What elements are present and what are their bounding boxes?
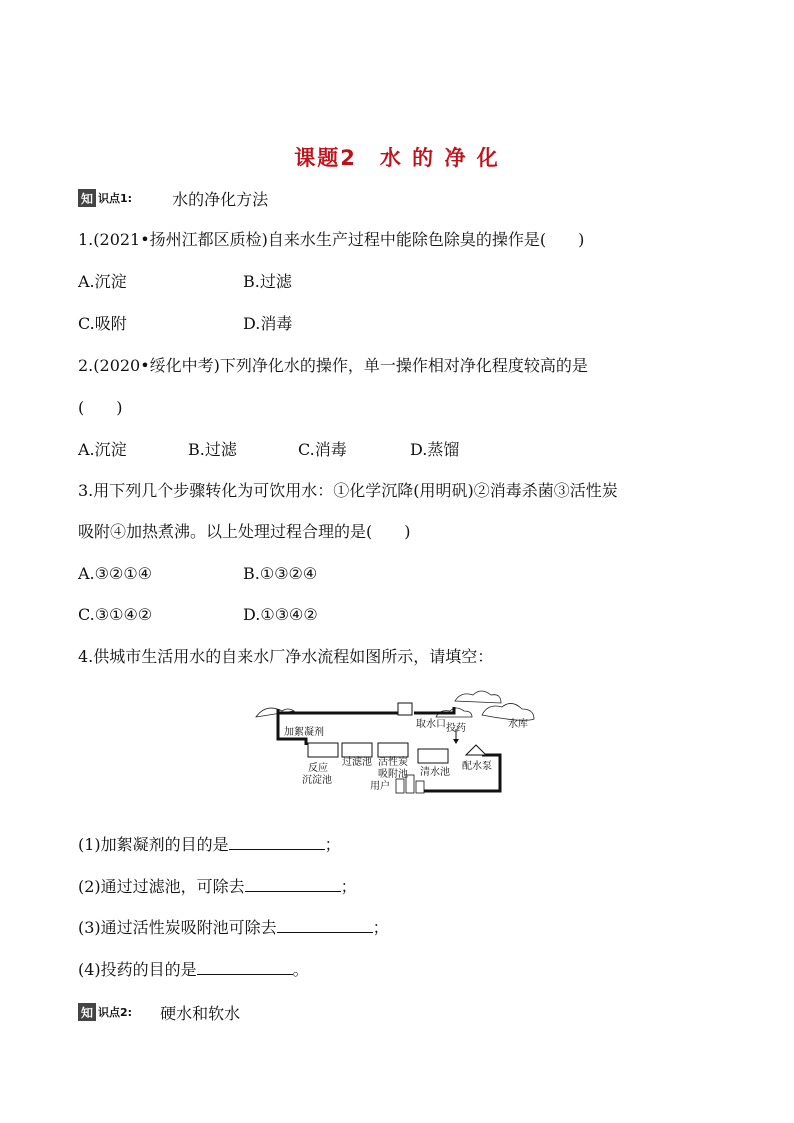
question-4-sub-1: (1)加絮凝剂的目的是 ； [78, 835, 341, 854]
question-2-option-b: B.过滤 [188, 440, 237, 459]
pump-label: 配水泵 [462, 761, 492, 772]
users-label: 用户 [370, 781, 390, 792]
knowledge-badge-icon: 知 [78, 1003, 96, 1021]
answer-blank-4[interactable] [197, 959, 293, 975]
answer-blank-1[interactable] [229, 834, 325, 850]
intake-box-icon [398, 703, 412, 715]
question-1-option-b: B.过滤 [243, 272, 292, 291]
answer-blank-2[interactable] [245, 876, 341, 892]
water-treatment-diagram [250, 683, 540, 805]
knowledge-point-title: 硬水和软水 [160, 1003, 241, 1023]
knowledge-point-2-header [78, 1001, 240, 1023]
reservoir-label: 水库 [508, 719, 528, 730]
reaction-label: 反应 [308, 763, 328, 774]
question-2-option-a: A.沉淀 [78, 440, 127, 459]
carbon-label: 活性炭 [378, 757, 408, 768]
question-3-option-a: A.③②①④ [78, 564, 153, 583]
page-title: 课题2 水 的 净 化 [294, 146, 500, 170]
adsorption-label: 吸附池 [378, 769, 408, 780]
reservoir-cloud-icon [436, 691, 534, 720]
knowledge-badge-icon: 知 [78, 189, 96, 207]
question-1-option-a: A.沉淀 [78, 272, 127, 291]
question-3-stem-cont: 吸附④加热煮沸。以上处理过程合理的是( ) [78, 522, 411, 541]
question-3-option-b: B.①③②④ [243, 564, 318, 583]
question-1-stem: 1.(2021•扬州江都区质检)自来水生产过程中能除色除臭的操作是( ) [78, 230, 585, 249]
answer-blank-3[interactable] [277, 917, 373, 933]
clear-water-label: 清水池 [420, 767, 450, 778]
question-1-option-d: D.消毒 [243, 314, 293, 333]
knowledge-point-1-header [78, 187, 268, 209]
question-4-sub-3: (3)通过活性炭吸附池可除去 ； [78, 918, 389, 937]
question-2-option-d: D.蒸馏 [410, 440, 460, 459]
dosing-arrowhead-icon [453, 739, 459, 744]
intake-label: 取水口 [416, 719, 446, 730]
question-2-stem: 2.(2020•绥化中考)下列净化水的操作，单一操作相对净化程度较高的是 [78, 356, 588, 375]
question-3-option-c: C.③①④② [78, 605, 153, 624]
question-4-sub-4: (4)投药的目的是 。 [78, 960, 309, 979]
knowledge-point-label: 识点1: [98, 192, 133, 205]
question-3-stem: 3.用下列几个步骤转化为可饮用水：①化学沉降(用明矾)②消毒杀菌③活性炭 [78, 481, 618, 500]
question-4-stem: 4.供城市生活用水的自来水厂净水流程如图所示，请填空： [78, 647, 494, 666]
question-2-stem-cont: ( ) [78, 398, 123, 417]
sedimentation-label: 沉淀池 [302, 775, 332, 786]
knowledge-point-title: 水的净化方法 [172, 189, 269, 209]
question-4-sub-2: (2)通过过滤池，可除去 ； [78, 877, 357, 896]
coagulant-label: 加絮凝剂 [284, 727, 324, 738]
question-1-option-c: C.吸附 [78, 314, 127, 333]
question-2-option-c: C.消毒 [298, 440, 347, 459]
knowledge-point-label: 识点2: [98, 1006, 133, 1019]
question-3-option-d: D.①③④② [243, 605, 318, 624]
dosing-label: 投药 [446, 723, 466, 734]
filter-label: 过滤池 [342, 757, 372, 768]
